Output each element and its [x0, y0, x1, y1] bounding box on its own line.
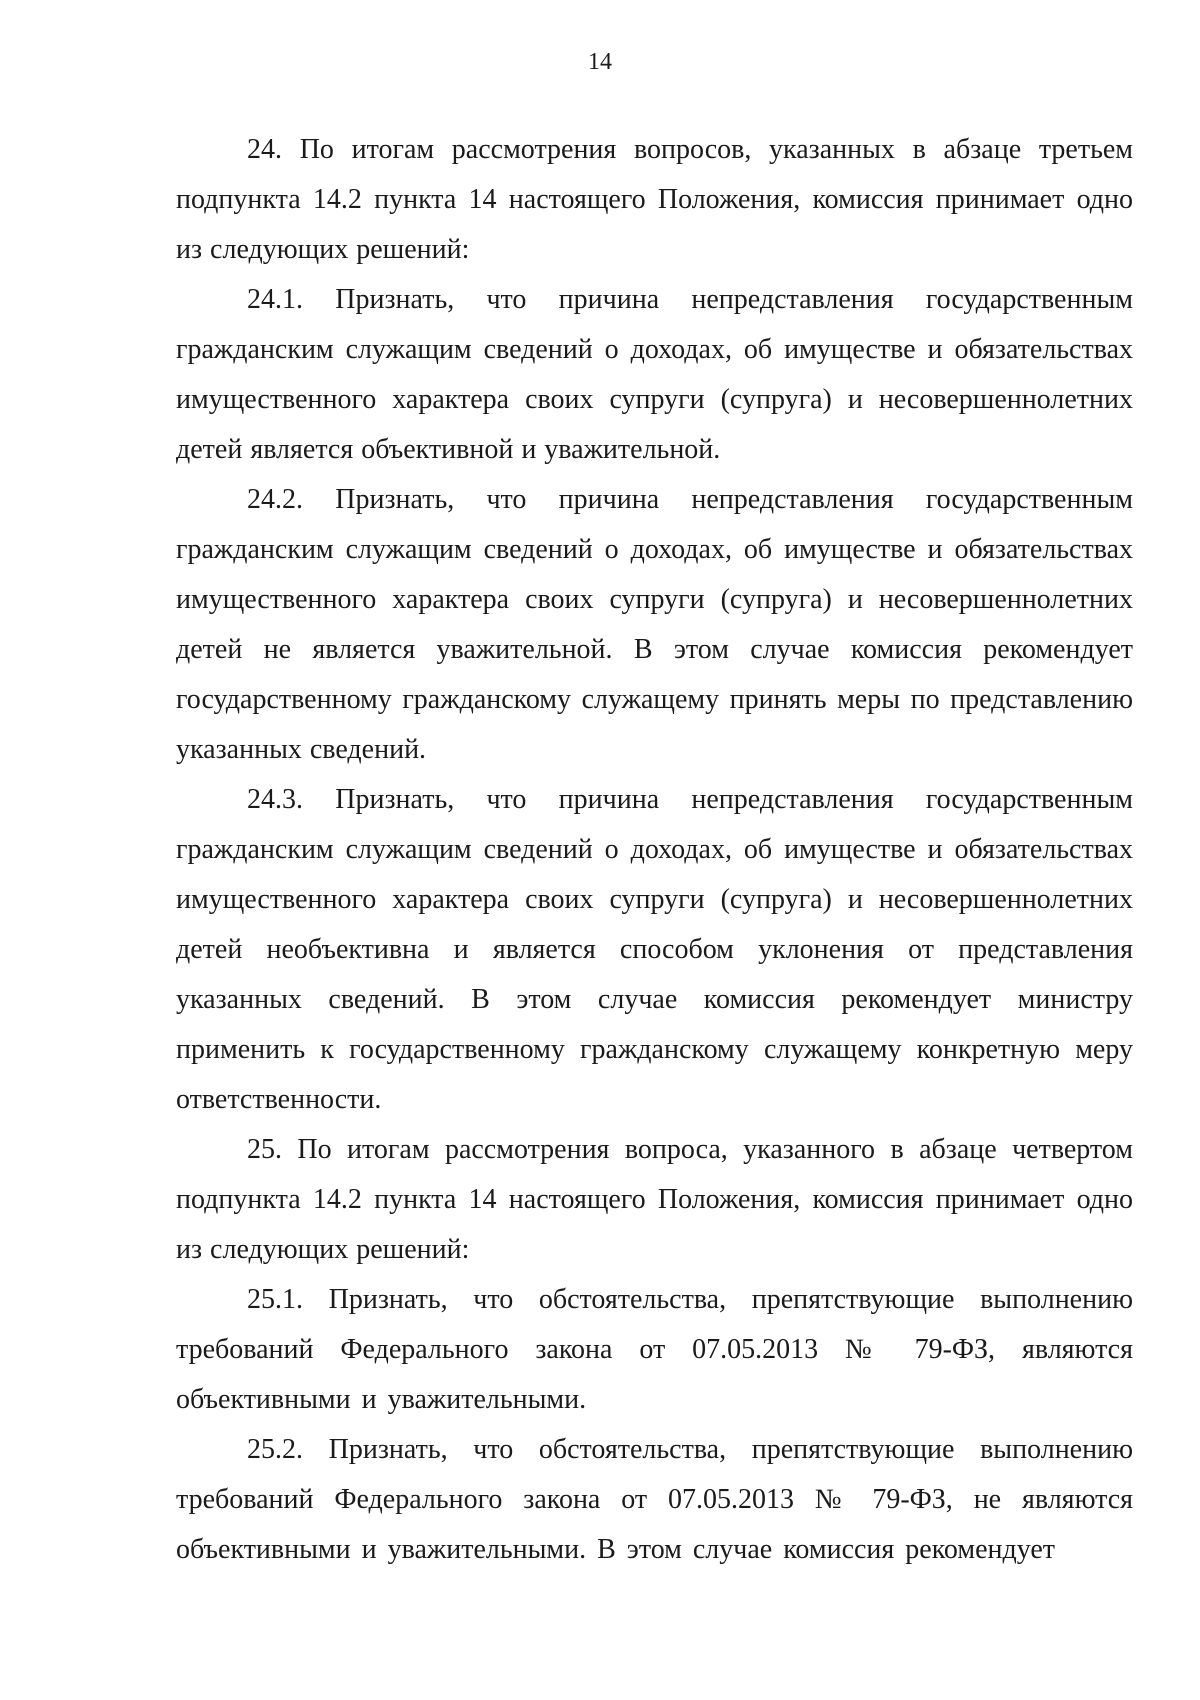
paragraph-24-2: 24.2. Признать, что причина непредставления государственным гражданским служащим сведений о доходах, об имуществе и обязательствах имущественного характера своих супруги (супруга) и несовершеннолетних детей не является уважительной. В этом случае комиссия рекомендует государственному гражданскому служащему принять меры по представлению указанных сведений. [176, 484, 1133, 765]
paragraph-24: 24. По итогам рассмотрения вопросов, указанных в абзаце третьем подпункта 14.2 пункта 14 настоящего Положения, комиссия принимает одно из следующих решений: [176, 134, 1133, 265]
paragraph-24-3: 24.3. Признать, что причина непредставления государственным гражданским служащим сведений о доходах, об имуществе и обязательствах имущественного характера своих супруги (супруга) и несовершеннолетних детей необъективна и является способом уклонения от представления указанных сведений. В этом случае комиссия рекомендует министру применить к государственному гражданскому служащему конкретную меру ответственности. [176, 784, 1133, 1115]
document-body [176, 125, 1133, 1575]
paragraph-24-1: 24.1. Признать, что причина непредставления государственным гражданским служащим сведений о доходах, об имуществе и обязательствах имущественного характера своих супруги (супруга) и несовершеннолетних детей является объективной и уважительной. [176, 284, 1133, 465]
paragraph-25-1: 25.1. Признать, что обстоятельства, препятствующие выполнению требований Федерального закона от 07.05.2013 № 79-ФЗ, являются объективными и уважительными. [176, 1284, 1133, 1415]
page-number: 14 [588, 49, 612, 75]
paragraph-25: 25. По итогам рассмотрения вопроса, указанного в абзаце четвертом подпункта 14.2 пункта 14 настоящего Положения, комиссия принимает одно из следующих решений: [176, 1134, 1133, 1265]
paragraph-25-2: 25.2. Признать, что обстоятельства, препятствующие выполнению требований Федерального закона от 07.05.2013 № 79-ФЗ, не являются объективными и уважительными. В этом случае комиссия рекомендует [176, 1434, 1133, 1565]
